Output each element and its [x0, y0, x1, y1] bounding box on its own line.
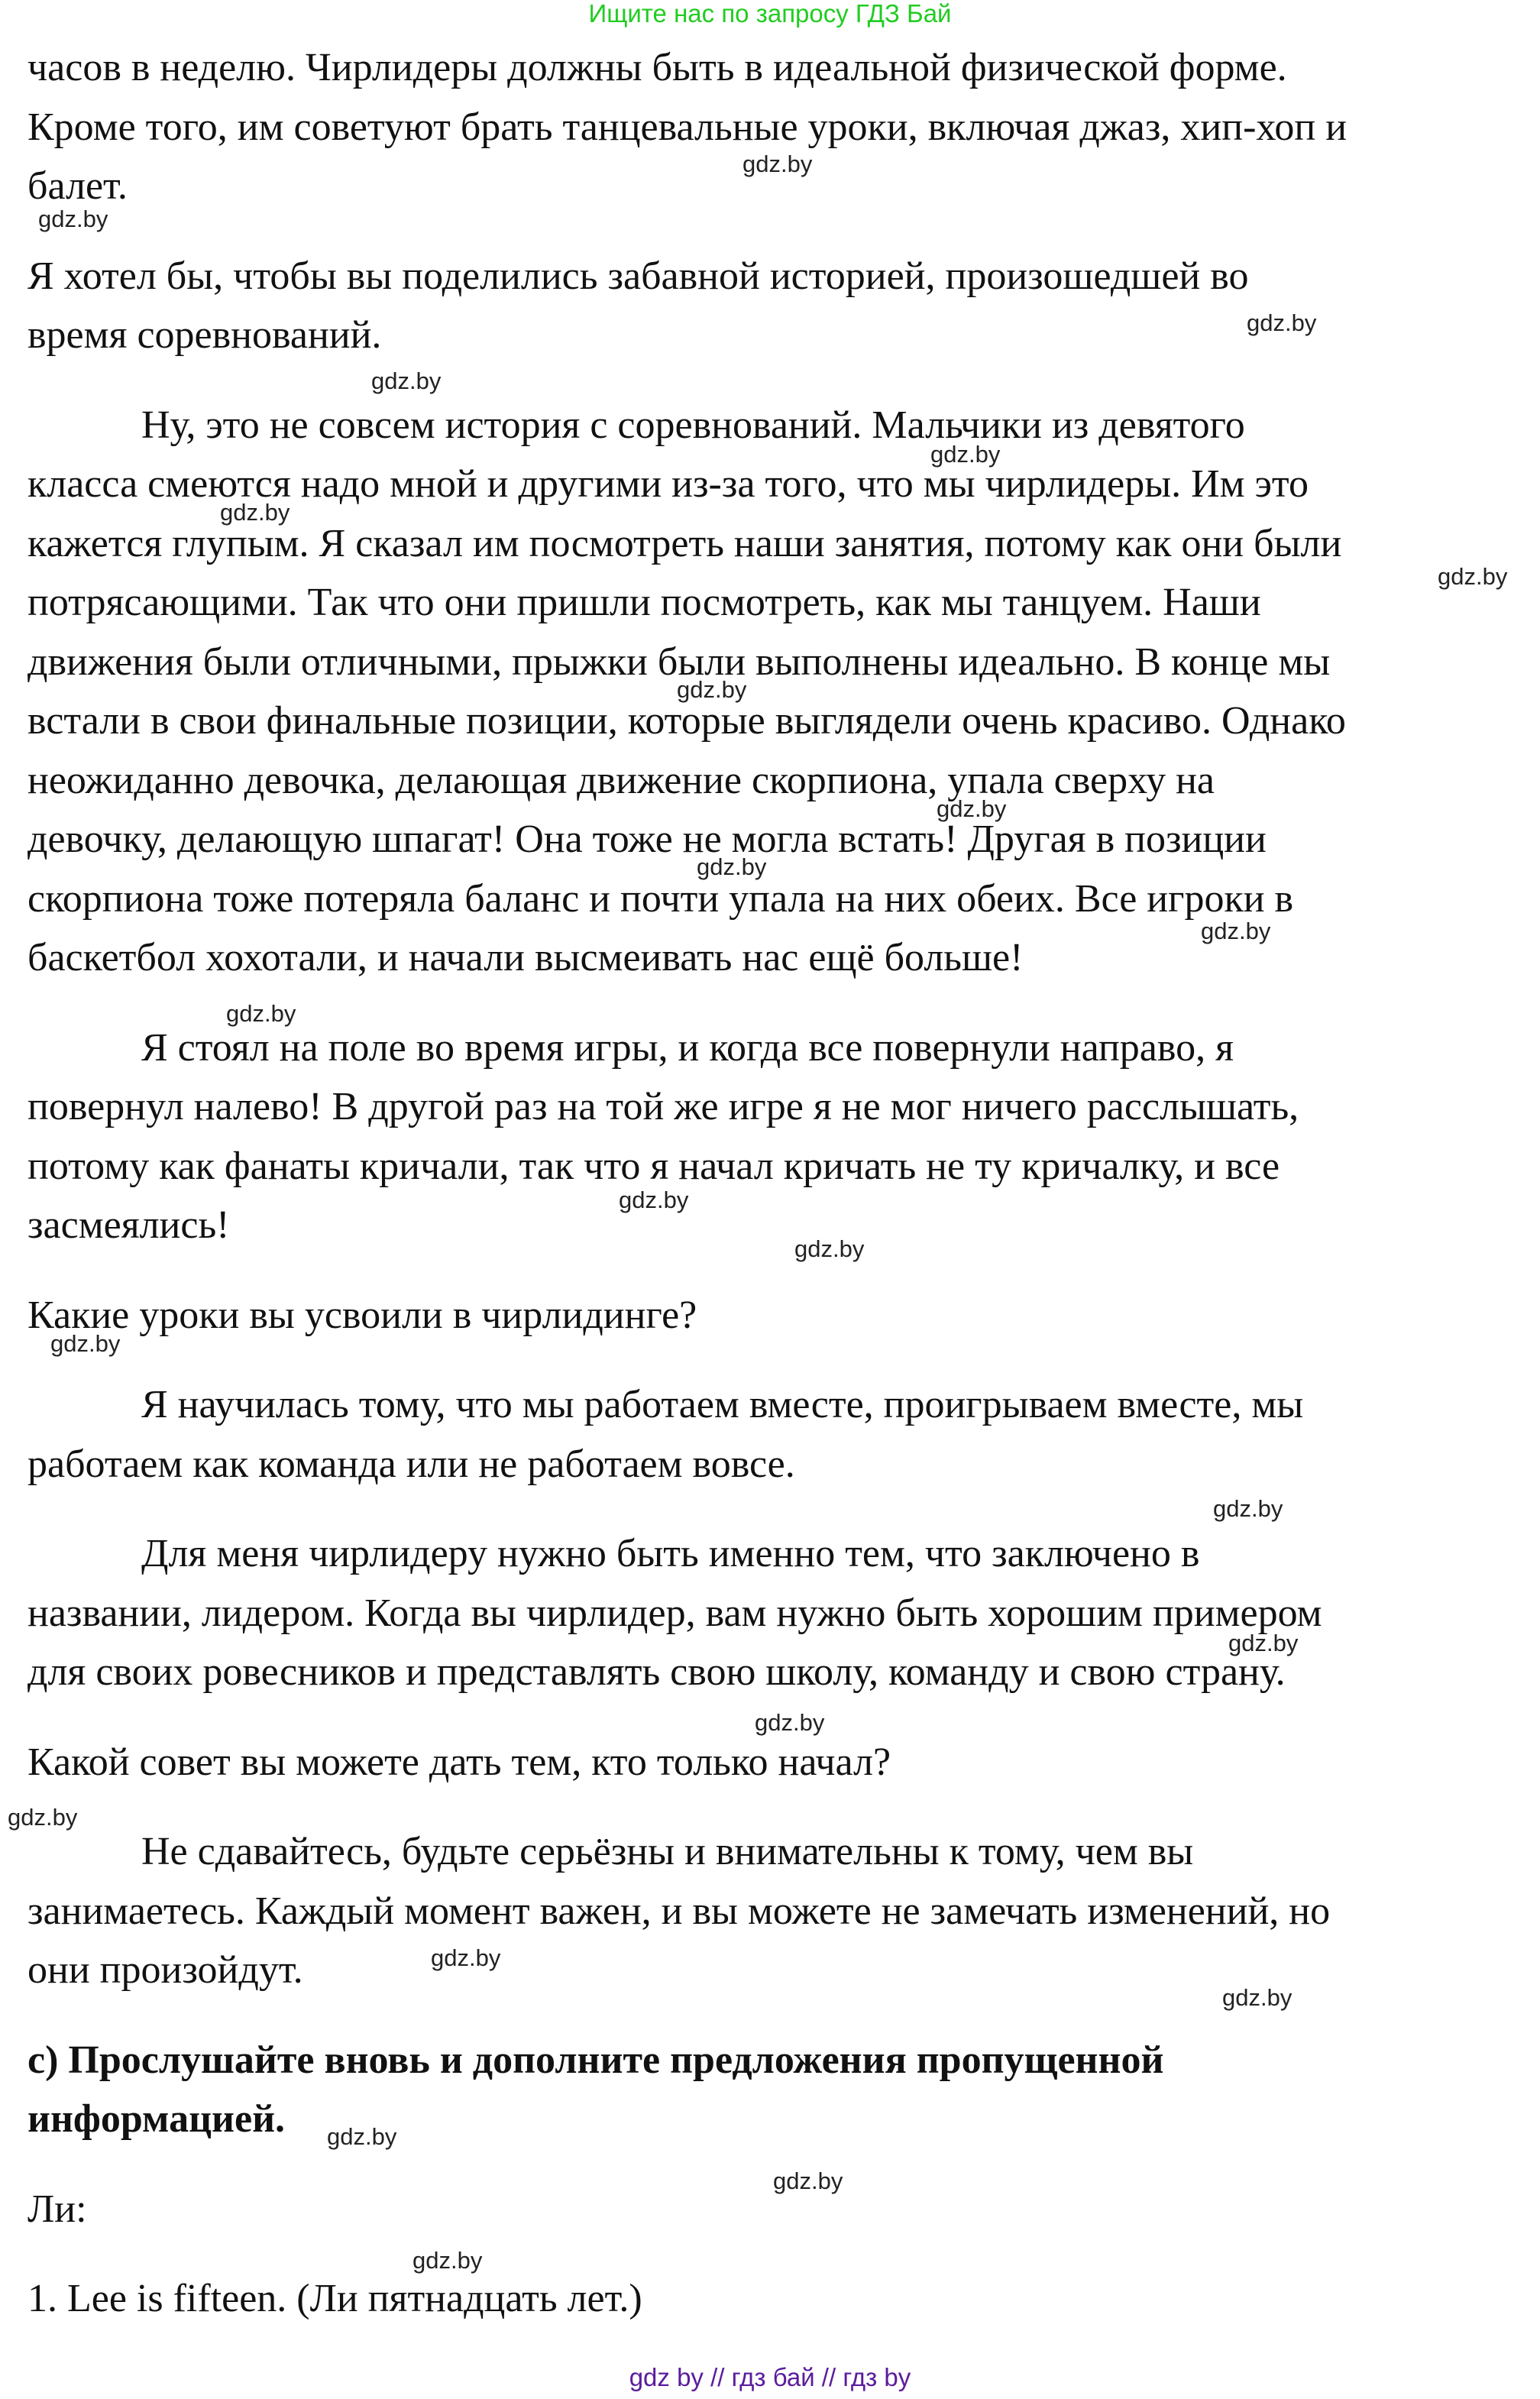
watermark: gdz.by [619, 1187, 689, 1213]
watermark: gdz.by [930, 441, 1001, 468]
watermark: gdz.by [371, 367, 442, 394]
text-line: скорпиона тоже потеряла баланс и почти упала на них обеих. Все игроки в [28, 876, 1294, 921]
watermark: gdz.by [50, 1330, 121, 1357]
text-line: Для меня чирлидеру нужно быть именно тем, что заключено в [141, 1532, 1200, 1575]
search-hint-banner: Ищите нас по запросу ГДЗ Бай [588, 0, 952, 28]
text-line: часов в неделю. Чирлидеры должны быть в идеальной физической форме. [28, 46, 1287, 89]
paragraph [28, 1524, 1525, 1702]
watermark: gdz.by [1201, 918, 1271, 944]
watermark: gdz.by [1438, 563, 1508, 590]
watermark: gdz.by [226, 1000, 296, 1027]
text-line: Ну, это не совсем история с соревнований. Мальчики из девятого [141, 403, 1245, 447]
text-line: девочку, делающую шпагат! Она тоже не могла встать! Другая в позиции [28, 817, 1267, 861]
watermark: gdz.by [1247, 309, 1317, 336]
watermark: gdz.by [794, 1235, 865, 1262]
text-line: для своих ровесников и представлять свою школу, команду и свою страну. [28, 1650, 1286, 1694]
document-body [28, 38, 1525, 2359]
paragraph [28, 1018, 1525, 1255]
question [28, 247, 1525, 365]
text-line: неожиданно девочка, делающая движение скорпиона, упала сверху на [28, 758, 1215, 802]
watermark: gdz.by [677, 676, 747, 703]
footer-links: gdz by // гдз бай // гдз by [629, 2363, 911, 2391]
text-line: движения были отличными, прыжки были выполнены идеально. В конце мы [28, 639, 1331, 684]
watermark: gdz.by [742, 151, 813, 177]
text-line: Кроме того, им советуют брать танцевальные уроки, включая джаз, хип-хоп и [28, 105, 1348, 149]
text-line: c) Прослушайте вновь и дополните предложения пропущенной [28, 2038, 1164, 2082]
watermark: gdz.by [1213, 1495, 1283, 1522]
watermark: gdz.by [697, 853, 767, 880]
text-line: класса смеются надо мной и другими из-за того, что мы чирлидеры. Им это [28, 462, 1309, 506]
text-line: Не сдавайтесь, будьте серьёзны и внимательны к тому, чем вы [141, 1830, 1194, 1873]
text-line: кажется глупым. Я сказал им посмотреть наши занятия, потому как они были [28, 521, 1342, 565]
text-line: работаем как команда или не работаем вовсе. [28, 1442, 795, 1486]
text-line: время соревнований. [28, 313, 382, 357]
watermark: gdz.by [220, 499, 290, 526]
paragraph [28, 396, 1525, 988]
watermark: gdz.by [1228, 1630, 1299, 1656]
text-line: потрясающими. Так что они пришли посмотреть, как мы танцуем. Наши [28, 581, 1261, 624]
question [28, 1286, 1525, 1345]
text-line: Я научилась тому, что мы работаем вместе, проигрываем вместе, мы [141, 1383, 1304, 1426]
paragraph [28, 1375, 1525, 1494]
watermark: gdz.by [327, 2123, 397, 2150]
text-line: Какие уроки вы усвоили в чирлидинге? [28, 1293, 697, 1337]
text-line: информацией. [28, 2097, 286, 2141]
paragraph [28, 38, 1525, 216]
text-line: баскетбол хохотали, и начали высмеивать нас ещё больше! [28, 936, 1024, 979]
task-heading [28, 2031, 1525, 2149]
text-line: 1. Lee is fifteen. (Ли пятнадцать лет.) [28, 2277, 642, 2320]
watermark: gdz.by [773, 2168, 843, 2194]
answer-item [28, 2269, 1525, 2329]
text-line: занимаетесь. Каждый момент важен, и вы можете не замечать изменений, но [28, 1889, 1331, 1933]
watermark: gdz.by [8, 1804, 78, 1831]
watermark: gdz.by [755, 1709, 825, 1736]
watermark: gdz.by [937, 795, 1007, 822]
text-line: названии, лидером. Когда вы чирлидер, вам нужно быть хорошим примером [28, 1591, 1322, 1635]
watermark: gdz.by [412, 2247, 483, 2274]
text-line: Я стоял на поле во время игры, и когда все повернули направо, я [141, 1025, 1234, 1070]
text-line: балет. [28, 164, 128, 208]
text-line: засмеялись! [28, 1203, 230, 1247]
paragraph [28, 1822, 1525, 2000]
question [28, 1733, 1525, 1792]
watermark: gdz.by [431, 1944, 501, 1971]
text-line: Какой совет вы можете дать тем, кто только начал? [28, 1740, 891, 1784]
watermark: gdz.by [38, 206, 108, 232]
watermark: gdz.by [1222, 1984, 1292, 2011]
text-line: встали в свои финальные позиции, которые выглядели очень красиво. Однако [28, 699, 1346, 743]
text-line: повернул налево! В другой раз на той же игре я не мог ничего расслышать, [28, 1085, 1299, 1128]
text-line: потому как фанаты кричали, так что я начал кричать не ту кричалку, и все [28, 1144, 1280, 1188]
text-line: они произойдут. [28, 1948, 303, 1992]
text-line: Ли: [28, 2187, 87, 2231]
text-line: Я хотел бы, чтобы вы поделились забавной историей, произошедшей во [28, 254, 1249, 298]
